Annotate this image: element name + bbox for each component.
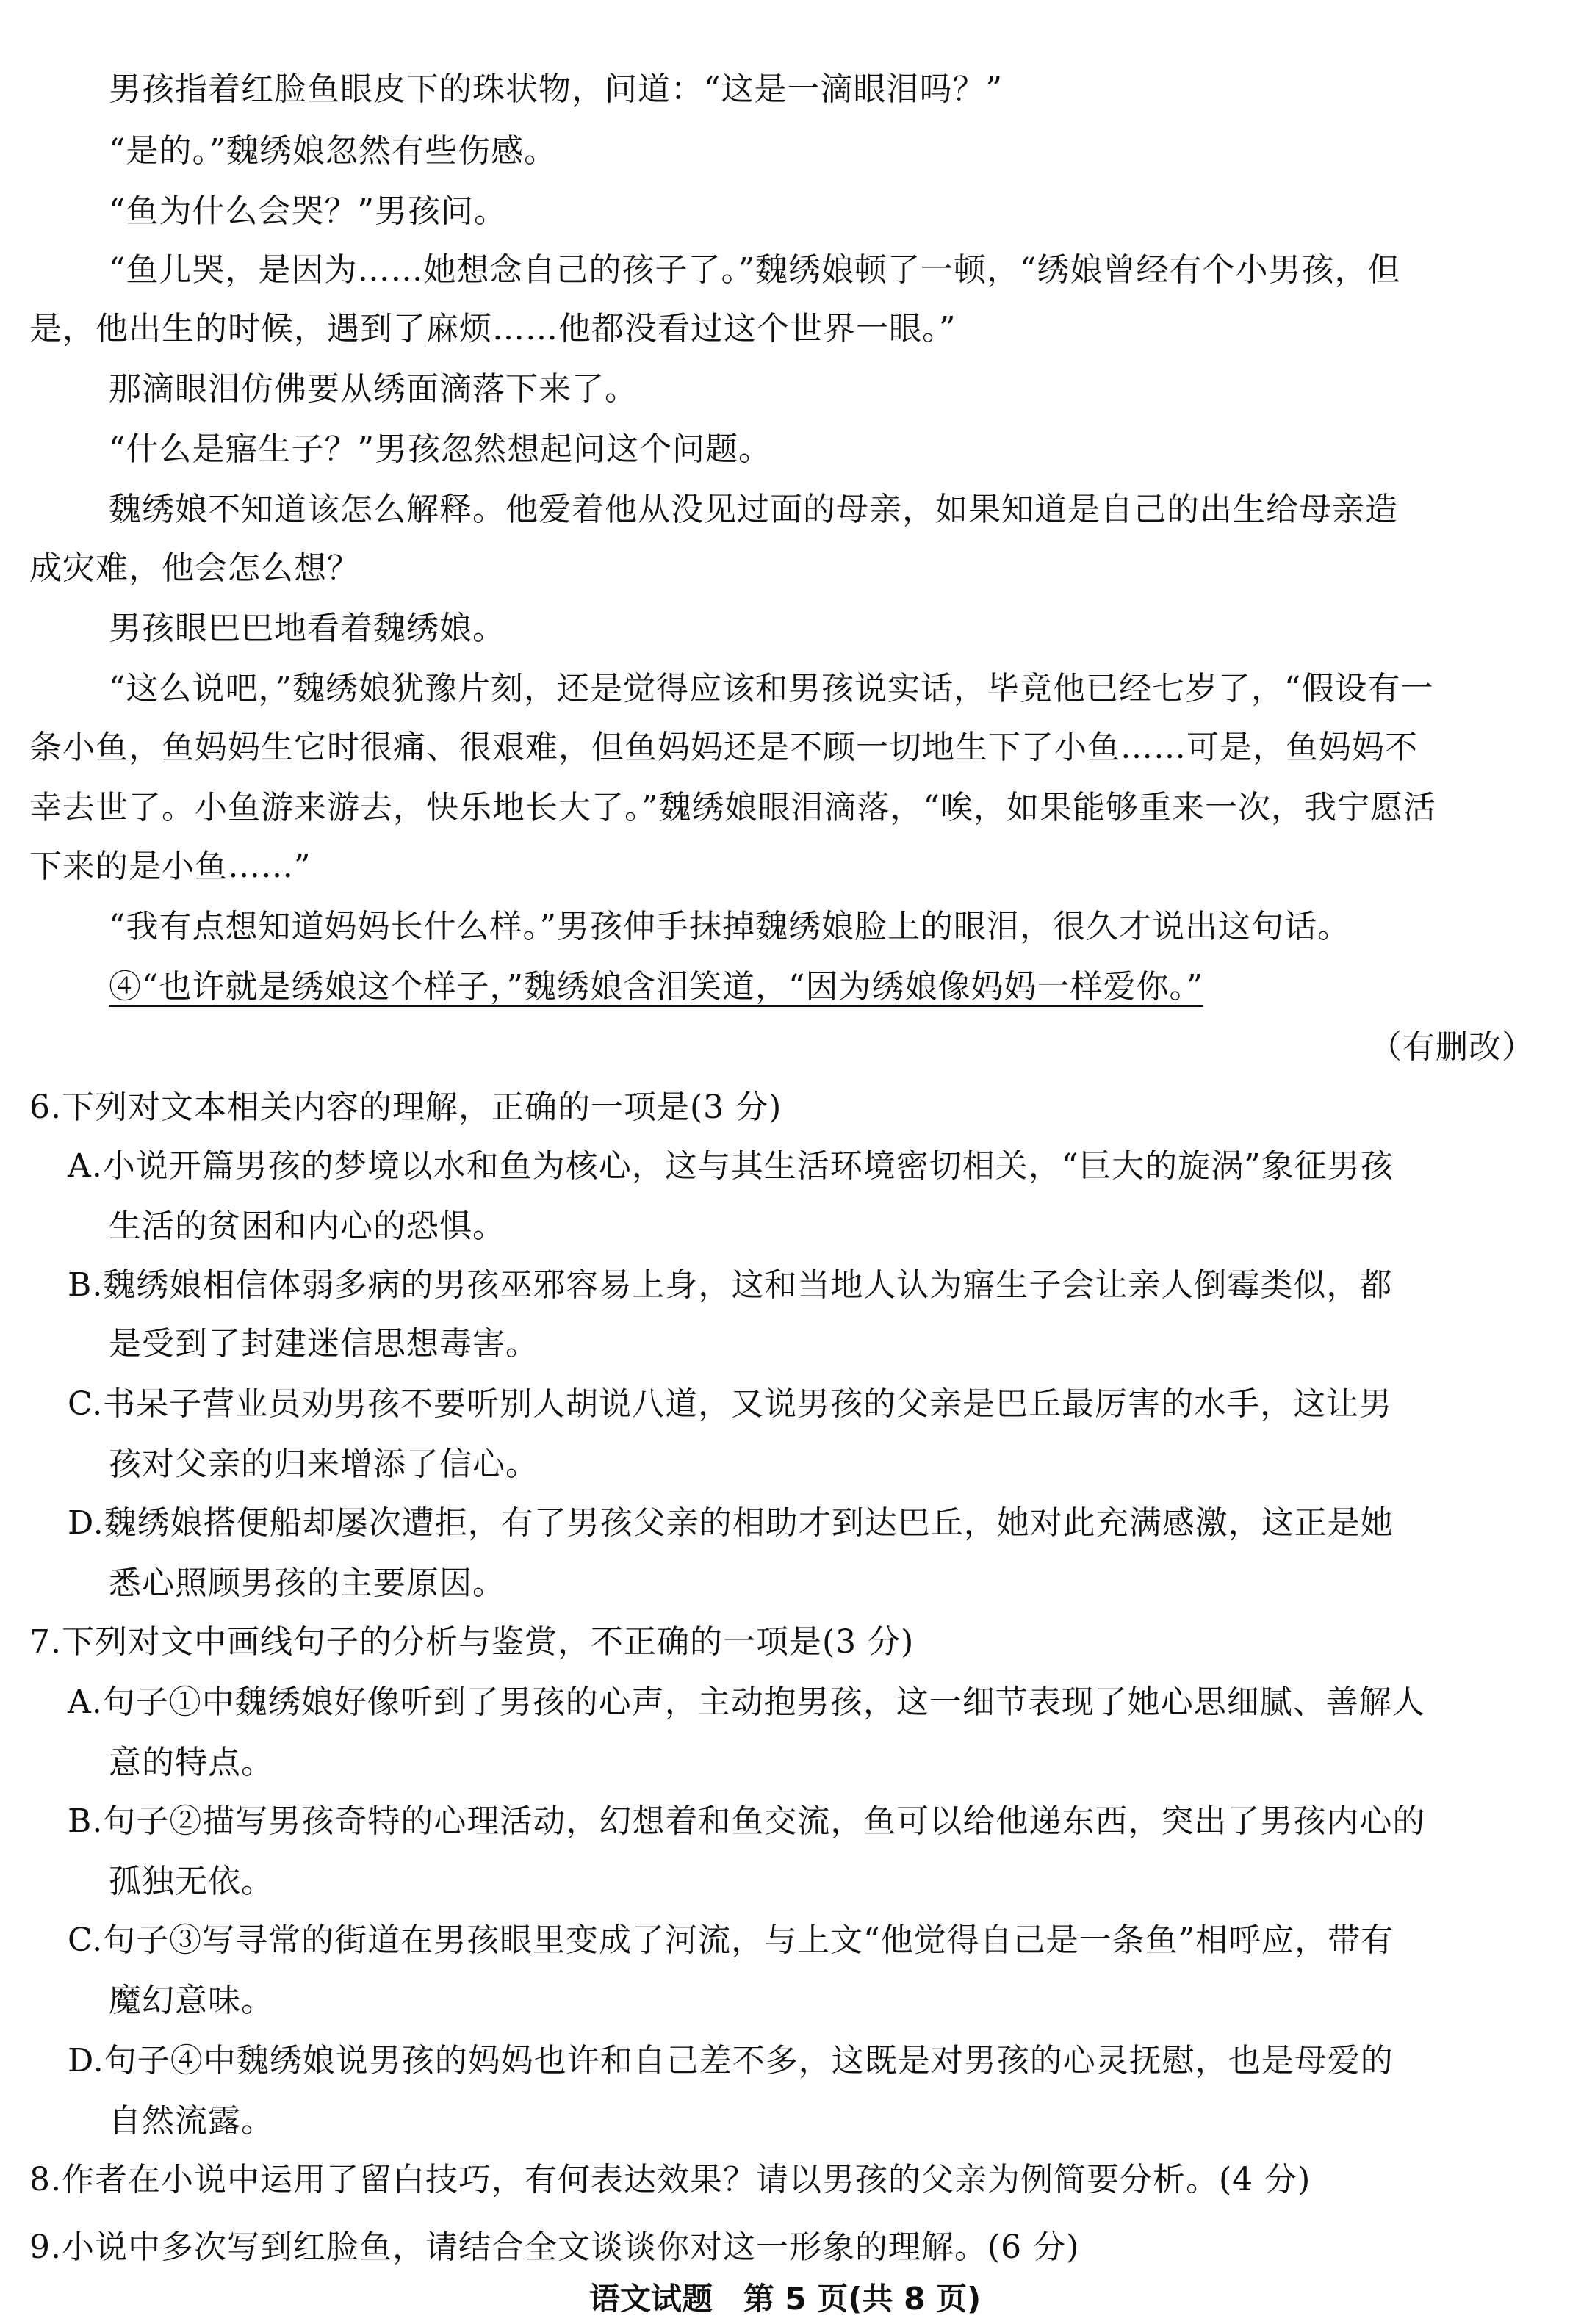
story-paragraph: “这么说吧，”魏绣娘犹豫片刻，还是觉得应该和男孩说实话，毕竟他已经七岁了，“假设有一 [109, 670, 1434, 707]
story-paragraph: 魏绣娘不知道该怎么解释。他爱着他从没见过面的母亲，如果知道是自己的出生给母亲造 [109, 491, 1398, 528]
story-paragraph-cont: 是，他出生的时候，遇到了麻烦……他都没看过这个世界一眼。” [29, 310, 957, 347]
question-6-option-c: C.书呆子营业员劝男孩不要听别人胡说八道，又说男孩的父亲是巴丘最厉害的水手，这让男 [68, 1385, 1393, 1423]
question-6-option-a: A.小说开篇男孩的梦境以水和鱼为核心，这与其生活环境密切相关，“巨大的旋涡”象征男孩 [68, 1147, 1394, 1185]
question-7-option-b: B.句子②描写男孩奇特的心理活动，幻想着和鱼交流，鱼可以给他递东西，突出了男孩内心的 [68, 1802, 1426, 1840]
story-paragraph-cont: 下来的是小鱼……” [29, 848, 312, 885]
story-paragraph: “鱼为什么会哭？”男孩问。 [109, 192, 507, 230]
source-note: （有删改） [1369, 1028, 1535, 1066]
question-7-option-c-cont: 魔幻意味。 [109, 1982, 274, 2019]
question-9: 9.小说中多次写到红脸鱼，请结合全文谈谈你对这一形象的理解。(6 分) [29, 2229, 1080, 2266]
question-7-stem: 7.下列对文中画线句子的分析与鉴赏，不正确的一项是(3 分) [29, 1623, 915, 1661]
story-paragraph-cont: 条小鱼，鱼妈妈生它时很痛、很艰难，但鱼妈妈还是不顾一切地生下了小鱼……可是，鱼妈妈不 [29, 729, 1418, 766]
question-6-option-c-cont: 孩对父亲的归来增添了信心。 [109, 1446, 539, 1483]
story-paragraph: 那滴眼泪仿佛要从绣面滴落下来了。 [109, 370, 638, 408]
question-8: 8.作者在小说中运用了留白技巧，有何表达效果？请以男孩的父亲为例简要分析。(4 分) [29, 2161, 1311, 2198]
question-7-option-a-cont: 意的特点。 [109, 1744, 274, 1781]
question-7-option-d: D.句子④中魏绣娘说男孩的妈妈也许和自己差不多，这既是对男孩的心灵抚慰，也是母爱的 [68, 2042, 1394, 2079]
question-6-stem: 6.下列对文本相关内容的理解，正确的一项是(3 分) [29, 1089, 782, 1126]
question-6-option-b-cont: 是受到了封建迷信思想毒害。 [109, 1325, 539, 1363]
story-paragraph: “是的。”魏绣娘忽然有些伤感。 [109, 132, 557, 170]
question-6-option-d-cont: 悉心照顾男孩的主要原因。 [109, 1565, 505, 1602]
question-6-option-d: D.魏绣娘搭便船却屡次遭拒，有了男孩父亲的相助才到达巴丘，她对此充满感激，这正是她 [68, 1504, 1394, 1542]
question-6-option-b: B.魏绣娘相信体弱多病的男孩巫邪容易上身，这和当地人认为寤生子会让亲人倒霉类似，都 [68, 1266, 1393, 1304]
story-paragraph: “什么是寤生子？”男孩忽然想起问这个问题。 [109, 430, 771, 468]
question-7-option-b-cont: 孤独无依。 [109, 1863, 274, 1900]
story-paragraph-cont: 幸去世了。小鱼游来游去，快乐地长大了。”魏绣娘眼泪滴落，“唉，如果能够重来一次，我宁愿活 [29, 789, 1436, 826]
question-7-option-c: C.句子③写寻常的街道在男孩眼里变成了河流，与上文“他觉得自己是一条鱼”相呼应，带有 [68, 1921, 1394, 1959]
page-footer: 语文试题 第 5 页(共 8 页) [588, 2281, 982, 2317]
underlined-sentence-4: ④“也许就是绣娘这个样子，”魏绣娘含泪笑道，“因为绣娘像妈妈一样爱你。” [109, 968, 1203, 1006]
question-7-option-a: A.句子①中魏绣娘好像听到了男孩的心声，主动抱男孩，这一细节表现了她心思细腻、善解人 [68, 1684, 1425, 1721]
story-paragraph: “鱼儿哭，是因为……她想念自己的孩子了。”魏绣娘顿了一顿，“绣娘曾经有个小男孩，但 [109, 251, 1401, 289]
question-7-option-d-cont: 自然流露。 [109, 2102, 274, 2140]
story-paragraph: “我有点想知道妈妈长什么样。”男孩伸手抹掉魏绣娘脸上的眼泪，很久才说出这句话。 [109, 908, 1350, 945]
question-6-option-a-cont: 生活的贫困和内心的恐惧。 [109, 1208, 505, 1245]
story-paragraph: 男孩指着红脸鱼眼皮下的珠状物，问道：“这是一滴眼泪吗？” [109, 71, 1003, 108]
story-paragraph-cont: 成灾难，他会怎么想？ [29, 549, 360, 587]
story-paragraph: 男孩眼巴巴地看着魏绣娘。 [109, 610, 505, 647]
